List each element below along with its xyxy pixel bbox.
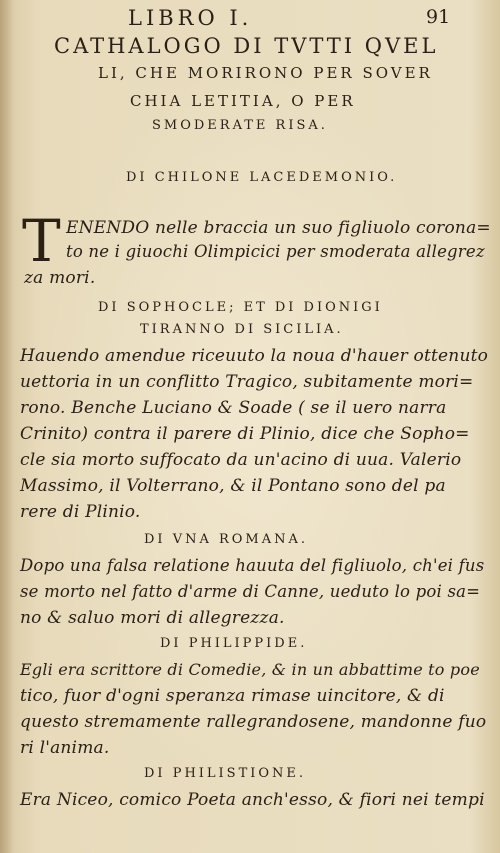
chapter-title-line-2: LI, CHE MORIRONO PER SOVER bbox=[98, 64, 433, 82]
body-line: se morto nel fatto d'arme di Canne, ueduto lo poi sa= bbox=[20, 582, 481, 601]
section-heading-sophocle-cont: TIRANNO DI SICILIA. bbox=[140, 322, 344, 337]
body-line: Era Niceo, comico Poeta anch'esso, & fiori nei tempi bbox=[20, 790, 485, 810]
body-line: Hauendo amendue riceuuto la noua d'hauer ottenuto bbox=[20, 346, 489, 366]
body-line: tico, fuor d'ogni speranza rimase uincitore, & di bbox=[20, 686, 445, 706]
section-heading-chilone: DI CHILONE LACEDEMONIO. bbox=[126, 170, 398, 185]
body-line: Dopo una falsa relatione hauuta del figliuolo, ch'ei fus bbox=[20, 556, 485, 575]
drop-capital: T bbox=[22, 207, 61, 275]
body-line: ri l'anima. bbox=[20, 738, 110, 758]
chapter-title-line-4: SMODERATE RISA. bbox=[152, 118, 328, 133]
page-number: 91 bbox=[426, 6, 451, 28]
chapter-title-line-1: CATHALOGO DI TVTTI QVEL bbox=[54, 34, 439, 58]
section-heading-philippide: DI PHILIPPIDE. bbox=[160, 636, 308, 651]
body-line: Egli era scrittore di Comedie, & in un abbattime to poe bbox=[20, 660, 480, 679]
body-line: rere di Plinio. bbox=[20, 502, 141, 522]
body-line: rono. Benche Luciano & Soade ( se il uero narra bbox=[20, 398, 447, 418]
section-heading-philistione: DI PHILISTIONE. bbox=[144, 766, 307, 781]
body-line: za mori. bbox=[24, 268, 96, 288]
body-line: uettoria in un conflitto Tragico, subitamente mori= bbox=[20, 372, 474, 392]
body-line: Crinito) contra il parere di Plinio, dice che Sopho= bbox=[20, 424, 470, 444]
body-line: no & saluo mori di allegrezza. bbox=[20, 608, 285, 628]
body-line: Massimo, il Volterrano, & il Pontano sono del pa bbox=[20, 476, 446, 496]
page-gutter-shadow bbox=[0, 0, 14, 853]
chapter-title-line-3: CHIA LETITIA, O PER bbox=[130, 92, 356, 110]
body-line: cle sia morto suffocato da un'acino di uua. Valerio bbox=[20, 450, 462, 470]
body-line: questo stremamente rallegrandosene, mandonne fuo bbox=[20, 712, 487, 732]
body-line: ENENDO nelle braccia un suo figliuolo corona= bbox=[66, 218, 491, 238]
section-heading-romana: DI VNA ROMANA. bbox=[144, 532, 309, 547]
running-title: LIBRO I. bbox=[128, 6, 253, 30]
body-line: to ne i giuochi Olimpicici per smoderata allegrez bbox=[66, 242, 485, 261]
section-heading-sophocle: DI SOPHOCLE; ET DI DIONIGI bbox=[98, 300, 383, 315]
